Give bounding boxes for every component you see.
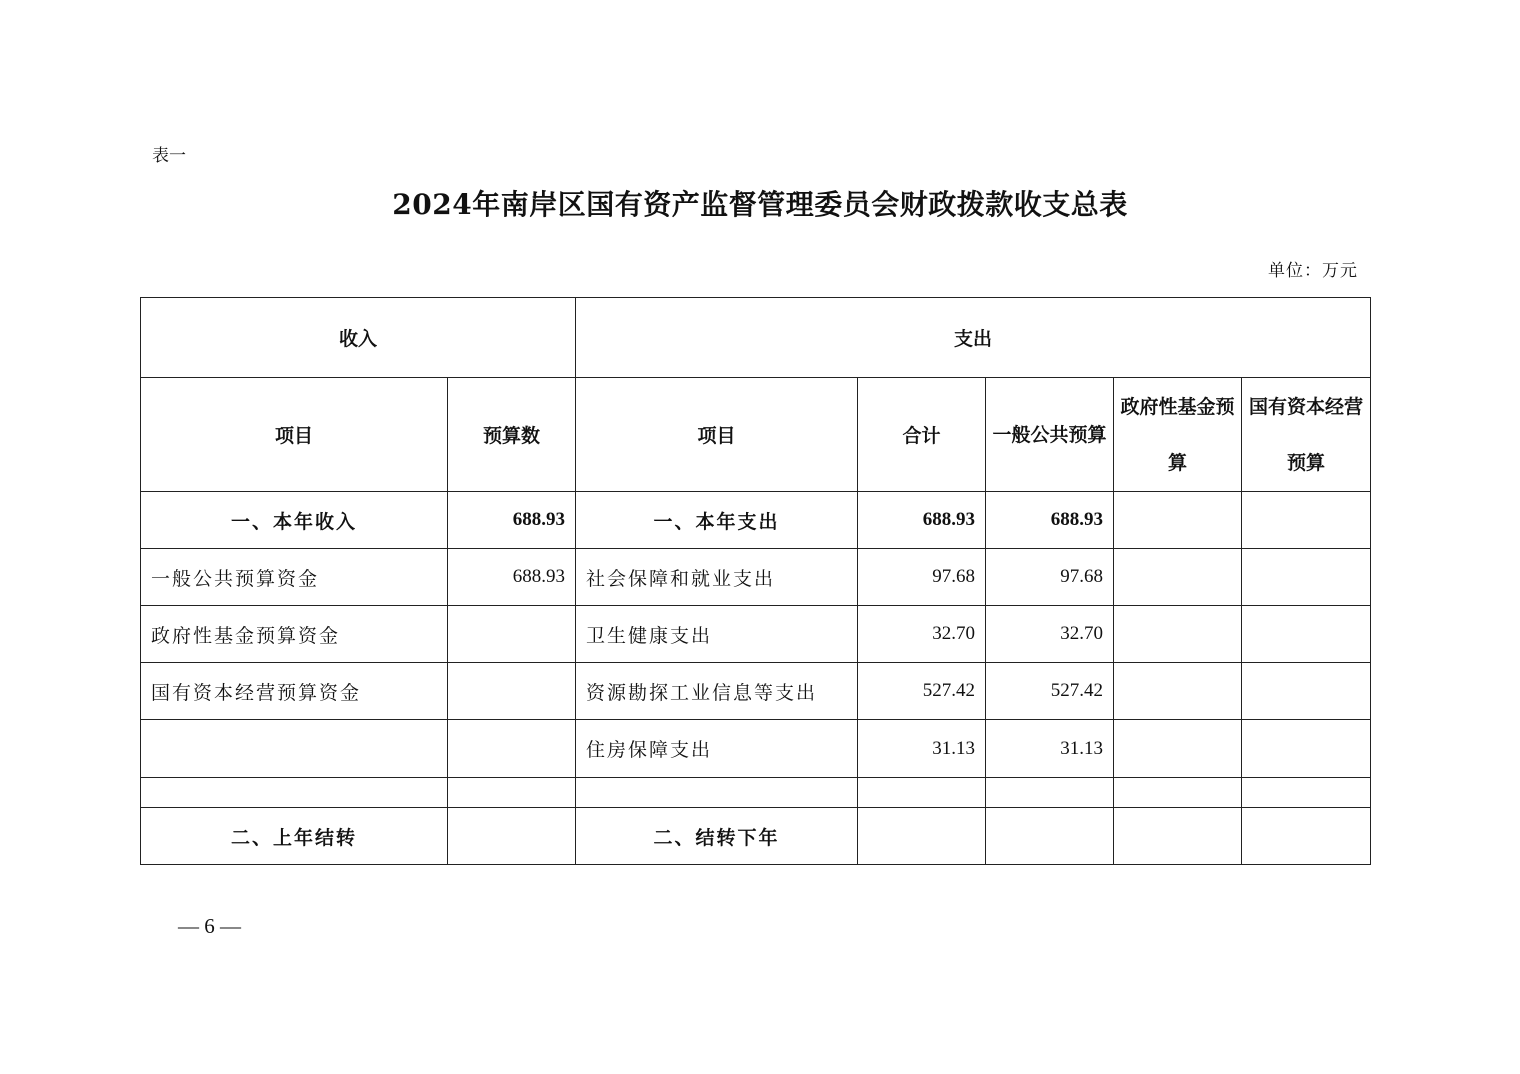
- state-capital-cell: [1242, 549, 1371, 606]
- budget-table: [140, 297, 1371, 865]
- general-public-cell: [986, 808, 1114, 865]
- total-cell: 32.70: [858, 606, 986, 663]
- income-item-cell: 二、上年结转: [141, 808, 448, 865]
- total-cell: [858, 808, 986, 865]
- income-item-cell: [141, 778, 448, 808]
- expense-item-cell: [576, 778, 858, 808]
- income-budget-cell: [448, 606, 576, 663]
- general-public-cell: 97.68: [986, 549, 1114, 606]
- gov-fund-cell: [1114, 720, 1242, 778]
- table-row: [141, 492, 1371, 549]
- total-cell: 688.93: [858, 492, 986, 549]
- expense-item-cell: 住房保障支出: [576, 720, 858, 778]
- general-public-cell: 527.42: [986, 663, 1114, 720]
- state-capital-cell: [1242, 720, 1371, 778]
- total-cell: 97.68: [858, 549, 986, 606]
- income-item-cell: [141, 720, 448, 778]
- col-income-budget: 预算数: [448, 378, 576, 492]
- gov-fund-cell: [1114, 549, 1242, 606]
- general-public-cell: [986, 778, 1114, 808]
- table-row: [141, 720, 1371, 778]
- gov-fund-cell: [1114, 606, 1242, 663]
- col-state-capital-budget: 国有资本经营预算: [1242, 378, 1371, 492]
- state-capital-cell: [1242, 492, 1371, 549]
- col-expense-item: 项目: [576, 378, 858, 492]
- income-budget-cell: [448, 808, 576, 865]
- total-cell: [858, 778, 986, 808]
- income-item-cell: 一般公共预算资金: [141, 549, 448, 606]
- table-row: [141, 663, 1371, 720]
- total-cell: 31.13: [858, 720, 986, 778]
- expense-group-header: 支出: [576, 298, 1371, 378]
- expense-item-cell: 一、本年支出: [576, 492, 858, 549]
- table-row: [141, 808, 1371, 865]
- gov-fund-cell: [1114, 492, 1242, 549]
- income-budget-cell: [448, 663, 576, 720]
- gov-fund-cell: [1114, 808, 1242, 865]
- general-public-cell: 32.70: [986, 606, 1114, 663]
- income-budget-cell: [448, 720, 576, 778]
- page-title: 2024年南岸区国有资产监督管理委员会财政拨款收支总表: [392, 188, 1128, 221]
- total-cell: 527.42: [858, 663, 986, 720]
- general-public-cell: 688.93: [986, 492, 1114, 549]
- col-general-public-budget: 一般公共预算: [986, 378, 1114, 492]
- state-capital-cell: [1242, 808, 1371, 865]
- expense-item-cell: 资源勘探工业信息等支出: [576, 663, 858, 720]
- income-item-cell: 国有资本经营预算资金: [141, 663, 448, 720]
- income-budget-cell: 688.93: [448, 492, 576, 549]
- column-header-row: [141, 378, 1371, 492]
- state-capital-cell: [1242, 663, 1371, 720]
- table-label: 表一: [152, 146, 186, 166]
- col-gov-fund-budget: 政府性基金预算: [1114, 378, 1242, 492]
- page-number: — 6 —: [178, 914, 241, 938]
- expense-item-cell: 社会保障和就业支出: [576, 549, 858, 606]
- gov-fund-cell: [1114, 663, 1242, 720]
- state-capital-cell: [1242, 606, 1371, 663]
- state-capital-cell: [1242, 778, 1371, 808]
- table-row: [141, 549, 1371, 606]
- expense-item-cell: 卫生健康支出: [576, 606, 858, 663]
- group-header-row: [141, 298, 1371, 378]
- col-income-item: 项目: [141, 378, 448, 492]
- income-budget-cell: [448, 778, 576, 808]
- income-item-cell: 政府性基金预算资金: [141, 606, 448, 663]
- table-row: [141, 606, 1371, 663]
- income-budget-cell: 688.93: [448, 549, 576, 606]
- gov-fund-cell: [1114, 778, 1242, 808]
- income-group-header: 收入: [141, 298, 576, 378]
- general-public-cell: 31.13: [986, 720, 1114, 778]
- unit-label: 单位：万元: [1268, 261, 1358, 281]
- col-total: 合计: [858, 378, 986, 492]
- expense-item-cell: 二、结转下年: [576, 808, 858, 865]
- table-row: [141, 778, 1371, 808]
- income-item-cell: 一、本年收入: [141, 492, 448, 549]
